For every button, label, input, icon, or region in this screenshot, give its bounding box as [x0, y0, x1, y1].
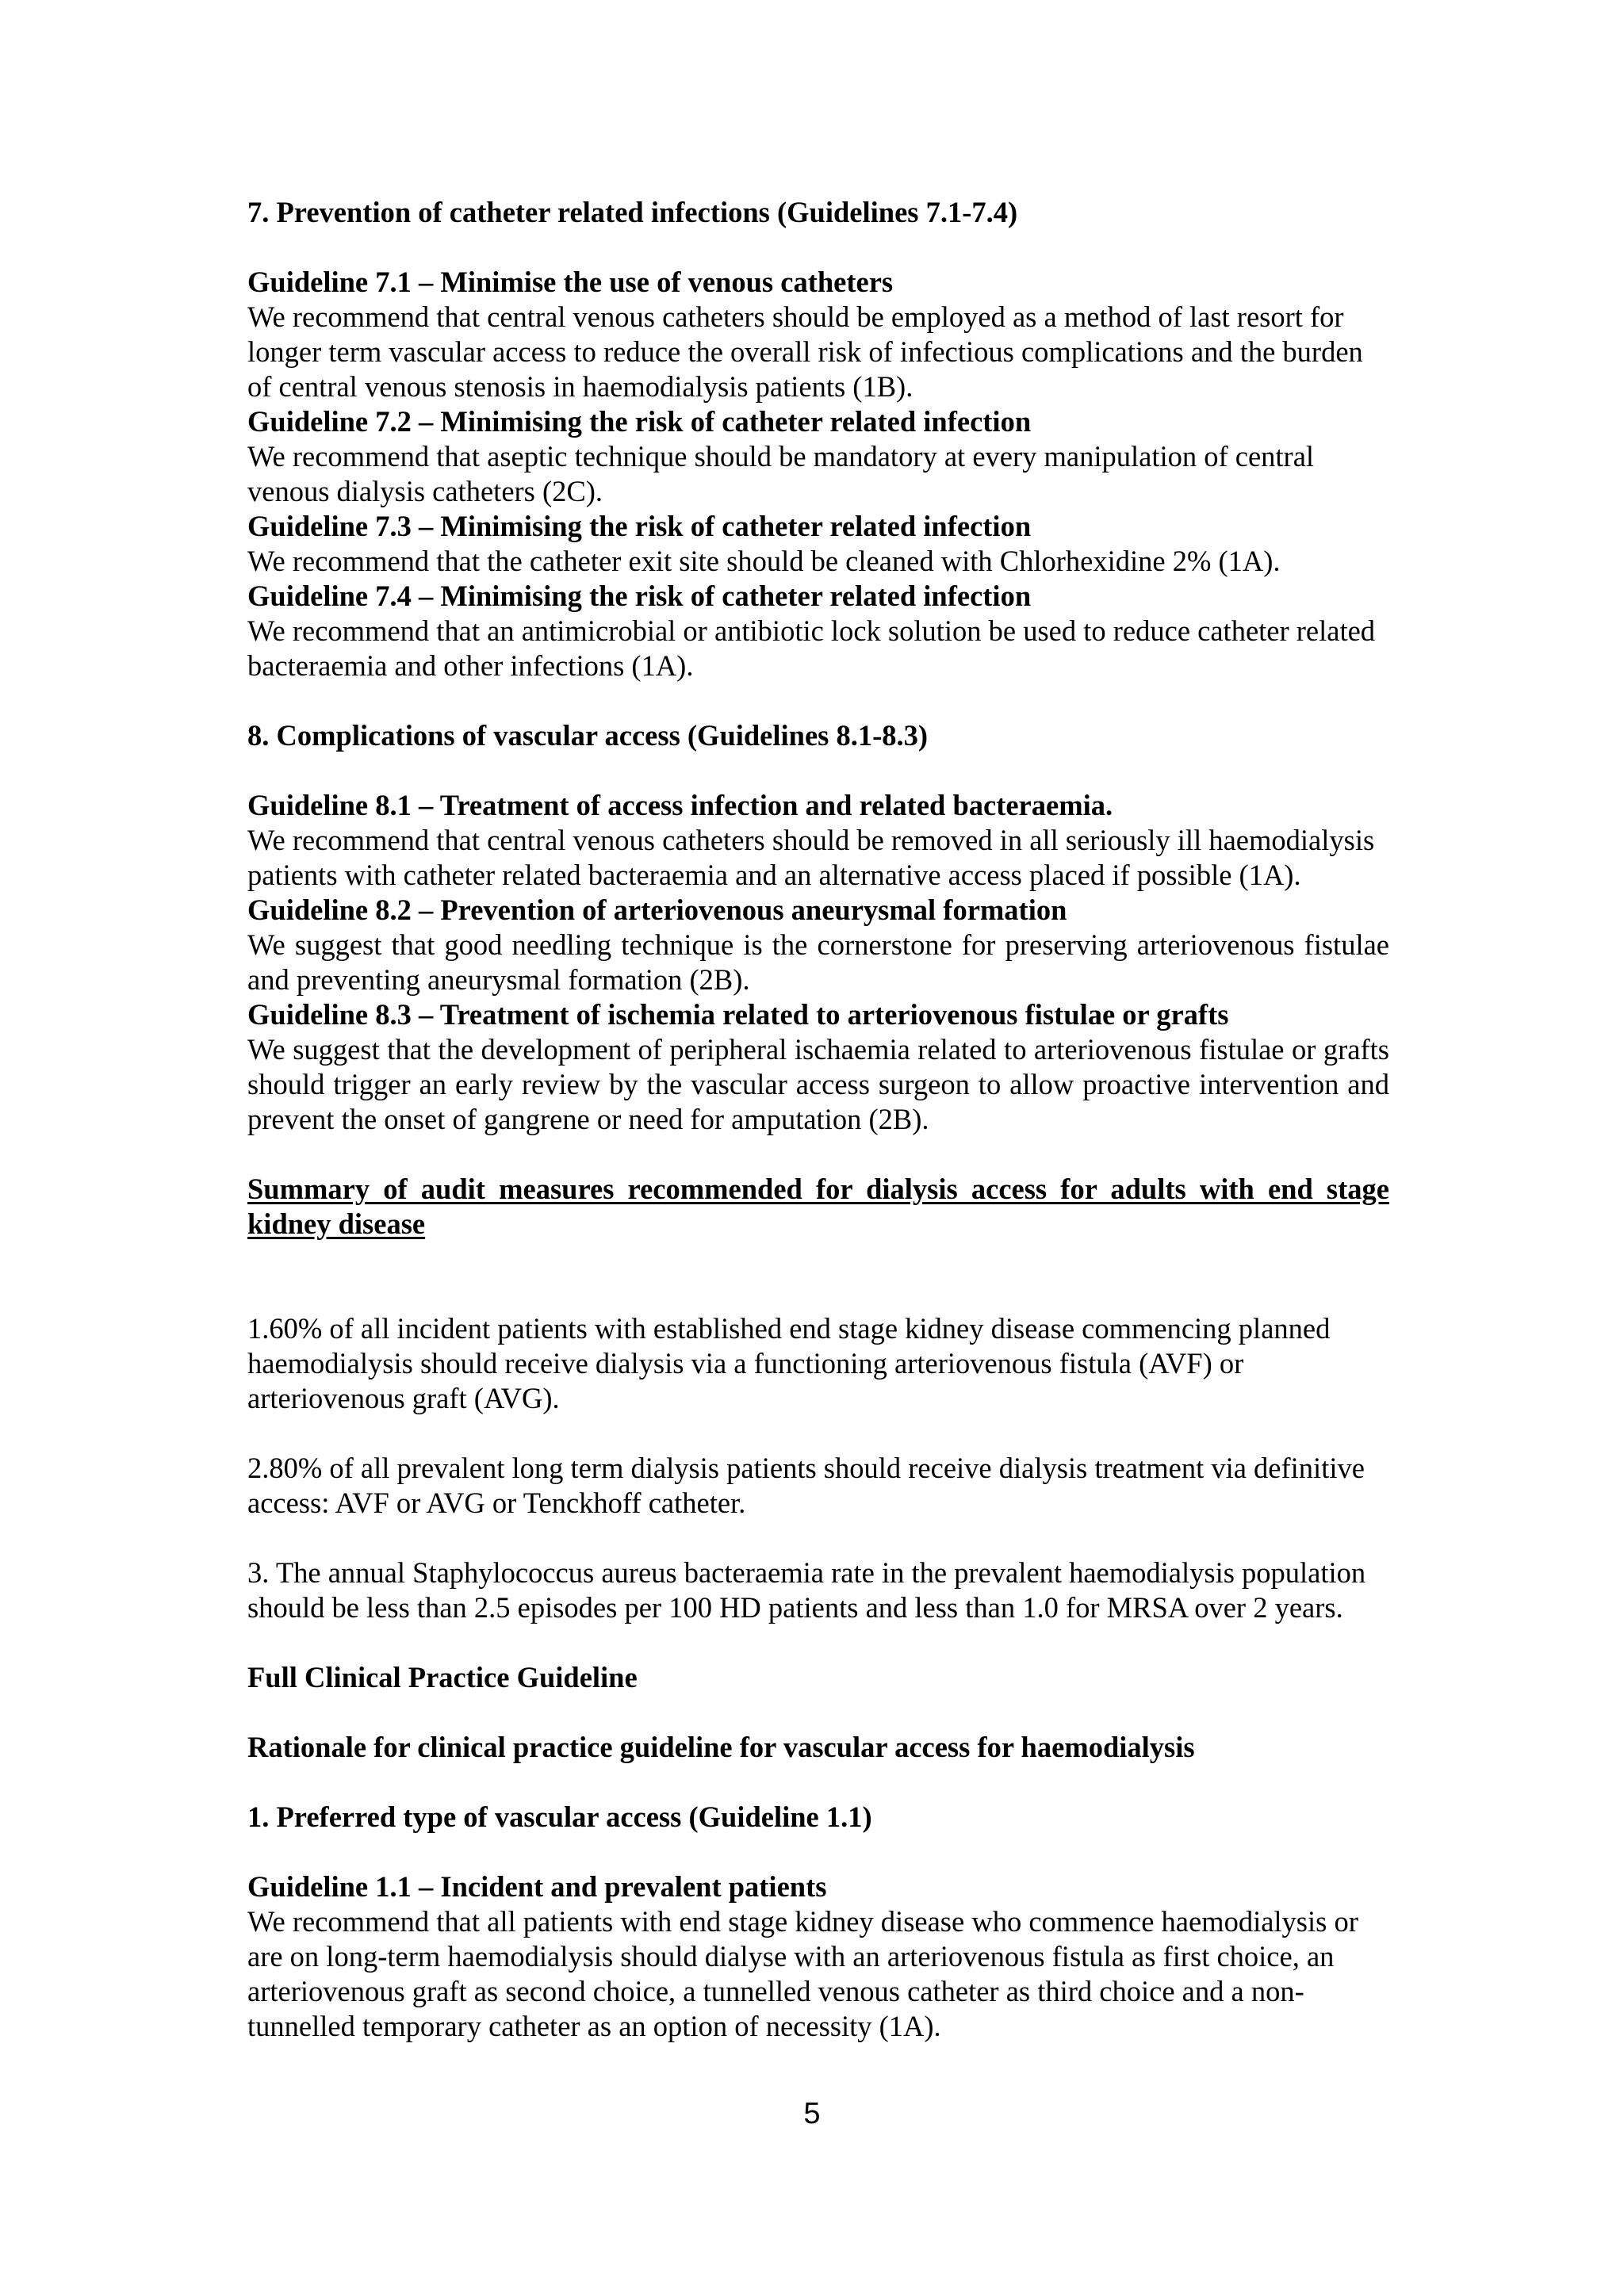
section-7-heading: 7. Prevention of catheter related infections (Guidelines 7.1-7.4) — [247, 196, 1018, 228]
guideline-1-1-title: Guideline 1.1 – Incident and prevalent patients — [247, 1870, 827, 1903]
page-number: 5 — [803, 2097, 821, 2130]
full-guideline-heading: Full Clinical Practice Guideline — [247, 1661, 638, 1693]
audit-item-2: 2.80% of all prevalent long term dialysis patients should receive dialysis treatment via definitive access: AVF or AVG or Tenckhoff catheter. — [247, 1452, 1365, 1519]
audit-item-3: 3. The annual Staphylococcus aureus bacteraemia rate in the prevalent haemodialysis population should be less than 2.5 episodes per 100 HD patients and less than 1.0 for MRSA over 2 years. — [247, 1556, 1366, 1624]
guideline-7-2-title: Guideline 7.2 – Minimising the risk of catheter related infection — [247, 405, 1032, 438]
section-1-heading: 1. Preferred type of vascular access (Guideline 1.1) — [247, 1800, 872, 1833]
guideline-7-2-text: We recommend that aseptic technique should be mandatory at every manipulation of central venous dialysis catheters (2C). — [247, 440, 1315, 507]
rationale-heading: Rationale for clinical practice guideline for vascular access for haemodialysis — [247, 1731, 1195, 1763]
guideline-8-3-title: Guideline 8.3 – Treatment of ischemia related to arteriovenous fistulae or grafts — [247, 998, 1229, 1031]
guideline-8-1-title: Guideline 8.1 – Treatment of access infection and related bacteraemia. — [247, 789, 1113, 821]
guideline-7-4-title: Guideline 7.4 – Minimising the risk of catheter related infection — [247, 580, 1032, 612]
section-8-heading: 8. Complications of vascular access (Guidelines 8.1-8.3) — [247, 719, 929, 752]
guideline-8-2-title: Guideline 8.2 – Prevention of arteriovenous aneurysmal formation — [247, 894, 1067, 926]
guideline-7-3-title: Guideline 7.3 – Minimising the risk of catheter related infection — [247, 510, 1032, 542]
guideline-8-2-text: We suggest that good needling technique is the cornerstone for preserving arteriovenous fistulae and preventing aneurysmal formation (2B). — [247, 928, 1389, 996]
guideline-8-3-text: We suggest that the development of peripheral ischaemia related to arteriovenous fistulae or grafts should trigger an early review by the vascular access surgeon to allow proactive intervention and prevent the onset of gangrene or need for amputation (2B). — [247, 1033, 1389, 1135]
guideline-1-1-text: We recommend that all patients with end stage kidney disease who commence haemodialysis or are on long-term haemodialysis should dialyse with an arteriovenous fistula as first choice, an arteriovenous graft as second choice, a tunnelled venous catheter as third choice and a non-tunnelled temporary catheter as an option of necessity (1A). — [247, 1905, 1358, 2042]
guideline-7-4-text: We recommend that an antimicrobial or antibiotic lock solution be used to reduce catheter related bacteraemia and other infections (1A). — [247, 614, 1376, 682]
audit-item-1: 1.60% of all incident patients with established end stage kidney disease commencing planned haemodialysis should receive dialysis via a functioning arteriovenous fistula (AVF) or arteriovenous graft (AVG). — [247, 1312, 1331, 1414]
guideline-8-1-text: We recommend that central venous catheters should be removed in all seriously ill haemodialysis patients with catheter related bacteraemia and an alternative access placed if possible (1A). — [247, 824, 1375, 891]
guideline-7-1-text: We recommend that central venous catheters should be employed as a method of last resort for longer term vascular access to reduce the overall risk of infectious complications and the burden of central venous stenosis in haemodialysis patients (1B). — [247, 300, 1363, 403]
guideline-7-3-text: We recommend that the catheter exit site should be cleaned with Chlorhexidine 2% (1A). — [247, 545, 1281, 577]
guideline-7-1-title: Guideline 7.1 – Minimise the use of venous catheters — [247, 266, 894, 298]
document-page — [247, 195, 1389, 2044]
audit-summary-heading: Summary of audit measures recommended for dialysis access for adults with end stage kidney disease — [247, 1173, 1389, 1240]
